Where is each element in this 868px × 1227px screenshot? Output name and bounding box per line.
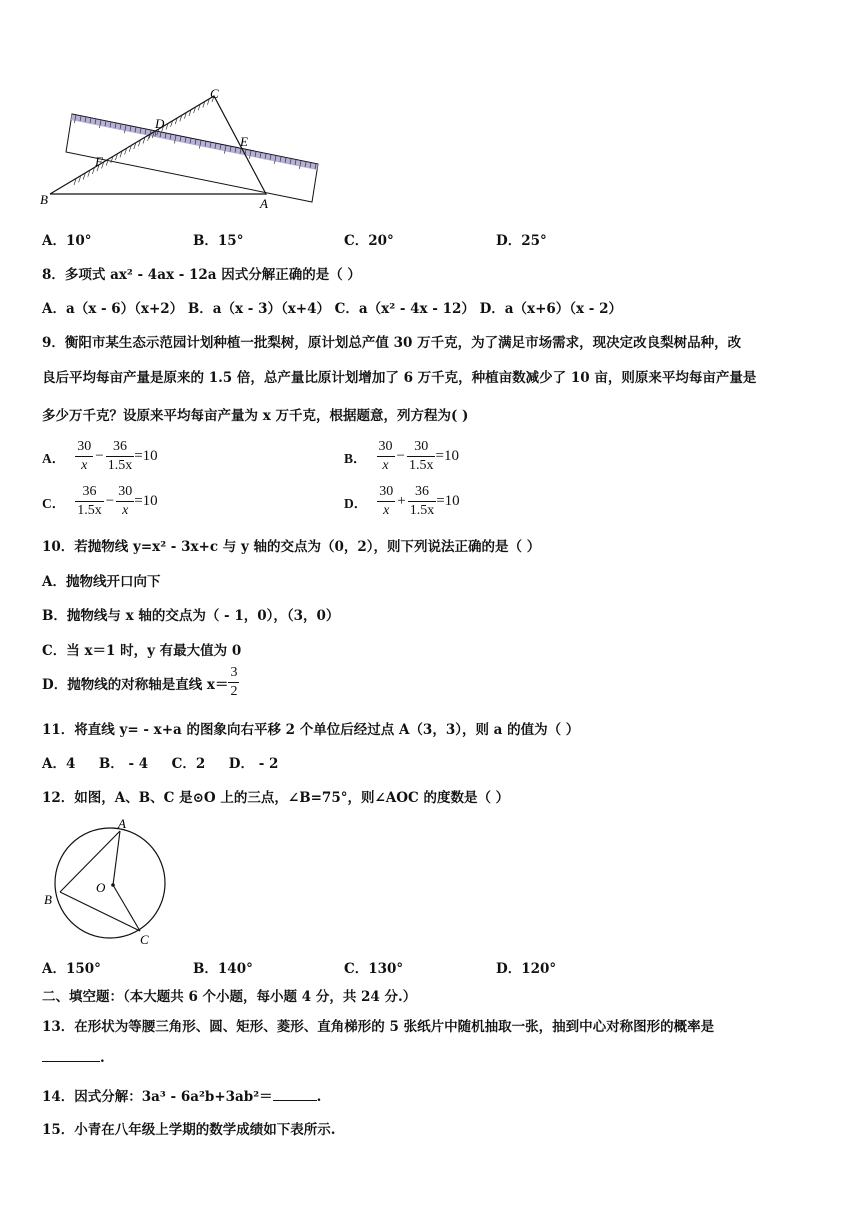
label-E: E [240,134,248,149]
q7-option-a: A．10° [42,233,92,249]
answer-blank[interactable] [273,1086,317,1101]
label-C: C [210,86,219,101]
circle-figure [40,814,170,948]
q14: 14．因式分解：3a³ - 6a²b+3ab²＝ . [42,1085,321,1105]
label-B: B [40,192,48,207]
q7-option-b: B．15° [193,233,244,249]
q12-stem: 12．如图，A、B、C 是⊙O 上的三点，∠B=75°，则∠AOC 的度数是（ ） [42,790,510,806]
label-O: O [96,880,106,895]
q13-line2: . [42,1047,105,1066]
label-A: A [260,196,268,211]
q9-option-b: B． $\frac{30}{x}$ − $\frac{30}{1.5x}$ =10 [344,439,459,473]
q7-option-c: C．20° [344,233,394,249]
q10-option-d: D．抛物线的对称轴是直线 x＝ $\frac{3}{2}$ [42,665,238,699]
q7-option-d: D．25° [496,233,547,249]
q9-line3: 多少万千克？设原来平均每亩产量为 x 万千克，根据题意，列方程为( ) [42,408,469,424]
ruler-triangle-figure [36,86,336,216]
q10-option-a: A．抛物线开口向下 [42,574,161,590]
q9-option-c: C． $\frac{36}{1.5x}$ − $\frac{30}{x}$ =10 [42,484,158,518]
q13-line1: 13．在形状为等腰三角形、圆、矩形、菱形、直角梯形的 5 张纸片中随机抽取一张，抽到中心对称图形的概率是 [42,1019,715,1035]
label-C: C [140,932,149,947]
q9-line1: 9．衡阳市某生态示范园计划种植一批梨树，原计划总产值 30 万千克，为了满足市场需求，现决定改良梨树品种，改 [42,335,742,351]
q9-option-d: D． $\frac{30}{x}$ + $\frac{36}{1.5x}$ =10 [344,484,460,518]
q11-options: A．4 B． - 4 C．2 D． - 2 [42,756,279,772]
q12-option-a: A．150° [42,961,101,977]
answer-blank[interactable] [42,1047,100,1062]
section-heading: 二、填空题：（本大题共 6 个小题，每小题 4 分，共 24 分.） [42,989,417,1005]
q10-stem: 10．若抛物线 y=x² - 3x+c 与 y 轴的交点为（0，2），则下列说法正确的是（ ） [42,539,541,555]
q11-stem: 11．将直线 y= - x+a 的图象向右平移 2 个单位后经过点 A（3，3），则 a 的值为（ ） [42,722,580,738]
label-A: A [118,816,126,831]
q12-option-c: C．130° [344,961,404,977]
q9-option-a: A． $\frac{30}{x}$ − $\frac{36}{1.5x}$ =10 [42,439,158,473]
q12-option-b: B．140° [193,961,253,977]
q9-line2: 良后平均每亩产量是原来的 1.5 倍，总产量比原计划增加了 6 万千克，种植亩数减少了 10 亩，则原来平均每亩产量是 [42,370,757,386]
q10-option-c: C．当 x＝1 时，y 有最大值为 0 [42,643,242,659]
q10-option-b: B．抛物线与 x 轴的交点为（ - 1，0），（3，0） [42,608,340,624]
label-D: D [155,116,165,131]
q15-stem: 15．小青在八年级上学期的数学成绩如下表所示. [42,1122,336,1138]
q8-options: A．a（x - 6）（x+2） B．a（x - 3）（x+4） C．a（x² - 4x - 12） D．a（x+6）（x - 2） [42,301,622,317]
q12-option-d: D．120° [496,961,557,977]
label-F: F [95,154,103,169]
q8-stem: 8．多项式 ax² - 4ax - 12a 因式分解正确的是（ ） [42,267,361,283]
label-B: B [44,892,52,907]
